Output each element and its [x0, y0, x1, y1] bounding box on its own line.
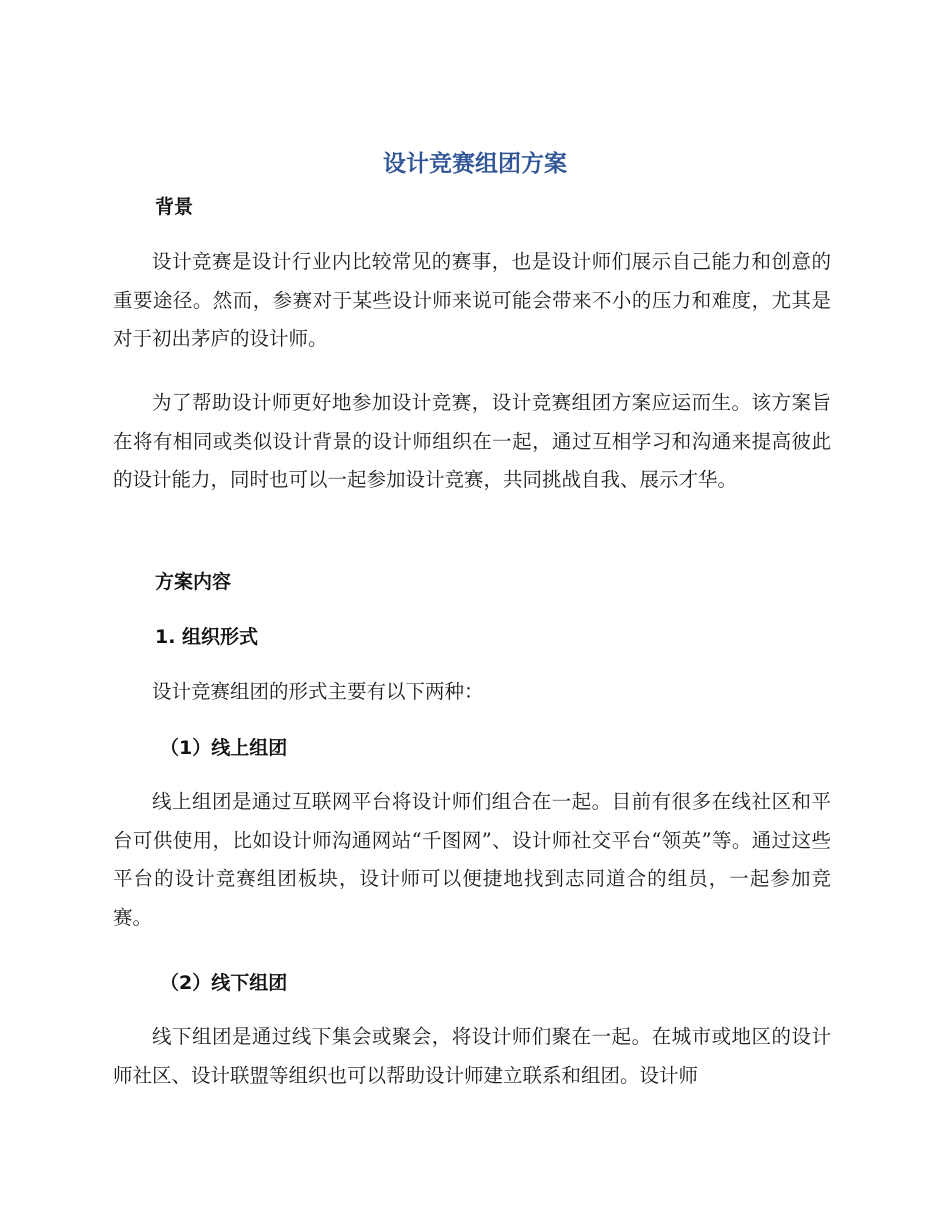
section-1-intro: 设计竞赛组团的形式主要有以下两种：	[152, 680, 484, 703]
document-title: 设计竞赛组团方案	[383, 151, 567, 177]
online-group-heading: （1）线上组团	[160, 737, 288, 759]
offline-group-heading: （2）线下组团	[160, 972, 288, 994]
background-paragraph-1: 设计竞赛是设计行业内比较常见的赛事，也是设计师们展示自己能力和创意的重要途径。然而，参赛对于某些设计师来说可能会带来不小的压力和难度，尤其是对于初出茅庐的设计师。	[113, 250, 831, 350]
section-1-heading: 1. 组织形式	[155, 626, 259, 648]
content-heading: 方案内容	[155, 571, 232, 593]
offline-group-paragraph: 线下组团是通过线下集会或聚会，将设计师们聚在一起。在城市或地区的设计师社区、设计联盟等组织也可以帮助设计师建立联系和组团。设计师	[113, 1025, 831, 1087]
online-group-paragraph: 线上组团是通过互联网平台将设计师们组合在一起。目前有很多在线社区和平台可供使用，比如设计师沟通网站“千图网”、设计师社交平台“领英”等。通过这些平台的设计竞赛组团板块，设计师可以便捷地找到志同道合的组员，一起参加竞赛。	[113, 790, 831, 929]
background-paragraph-2: 为了帮助设计师更好地参加设计竞赛，设计竞赛组团方案应运而生。该方案旨在将有相同或类似设计背景的设计师组织在一起，通过互相学习和沟通来提高彼此的设计能力，同时也可以一起参加设计竞赛，共同挑战自我、展示才华。	[113, 391, 831, 491]
background-heading: 背景	[155, 196, 194, 218]
